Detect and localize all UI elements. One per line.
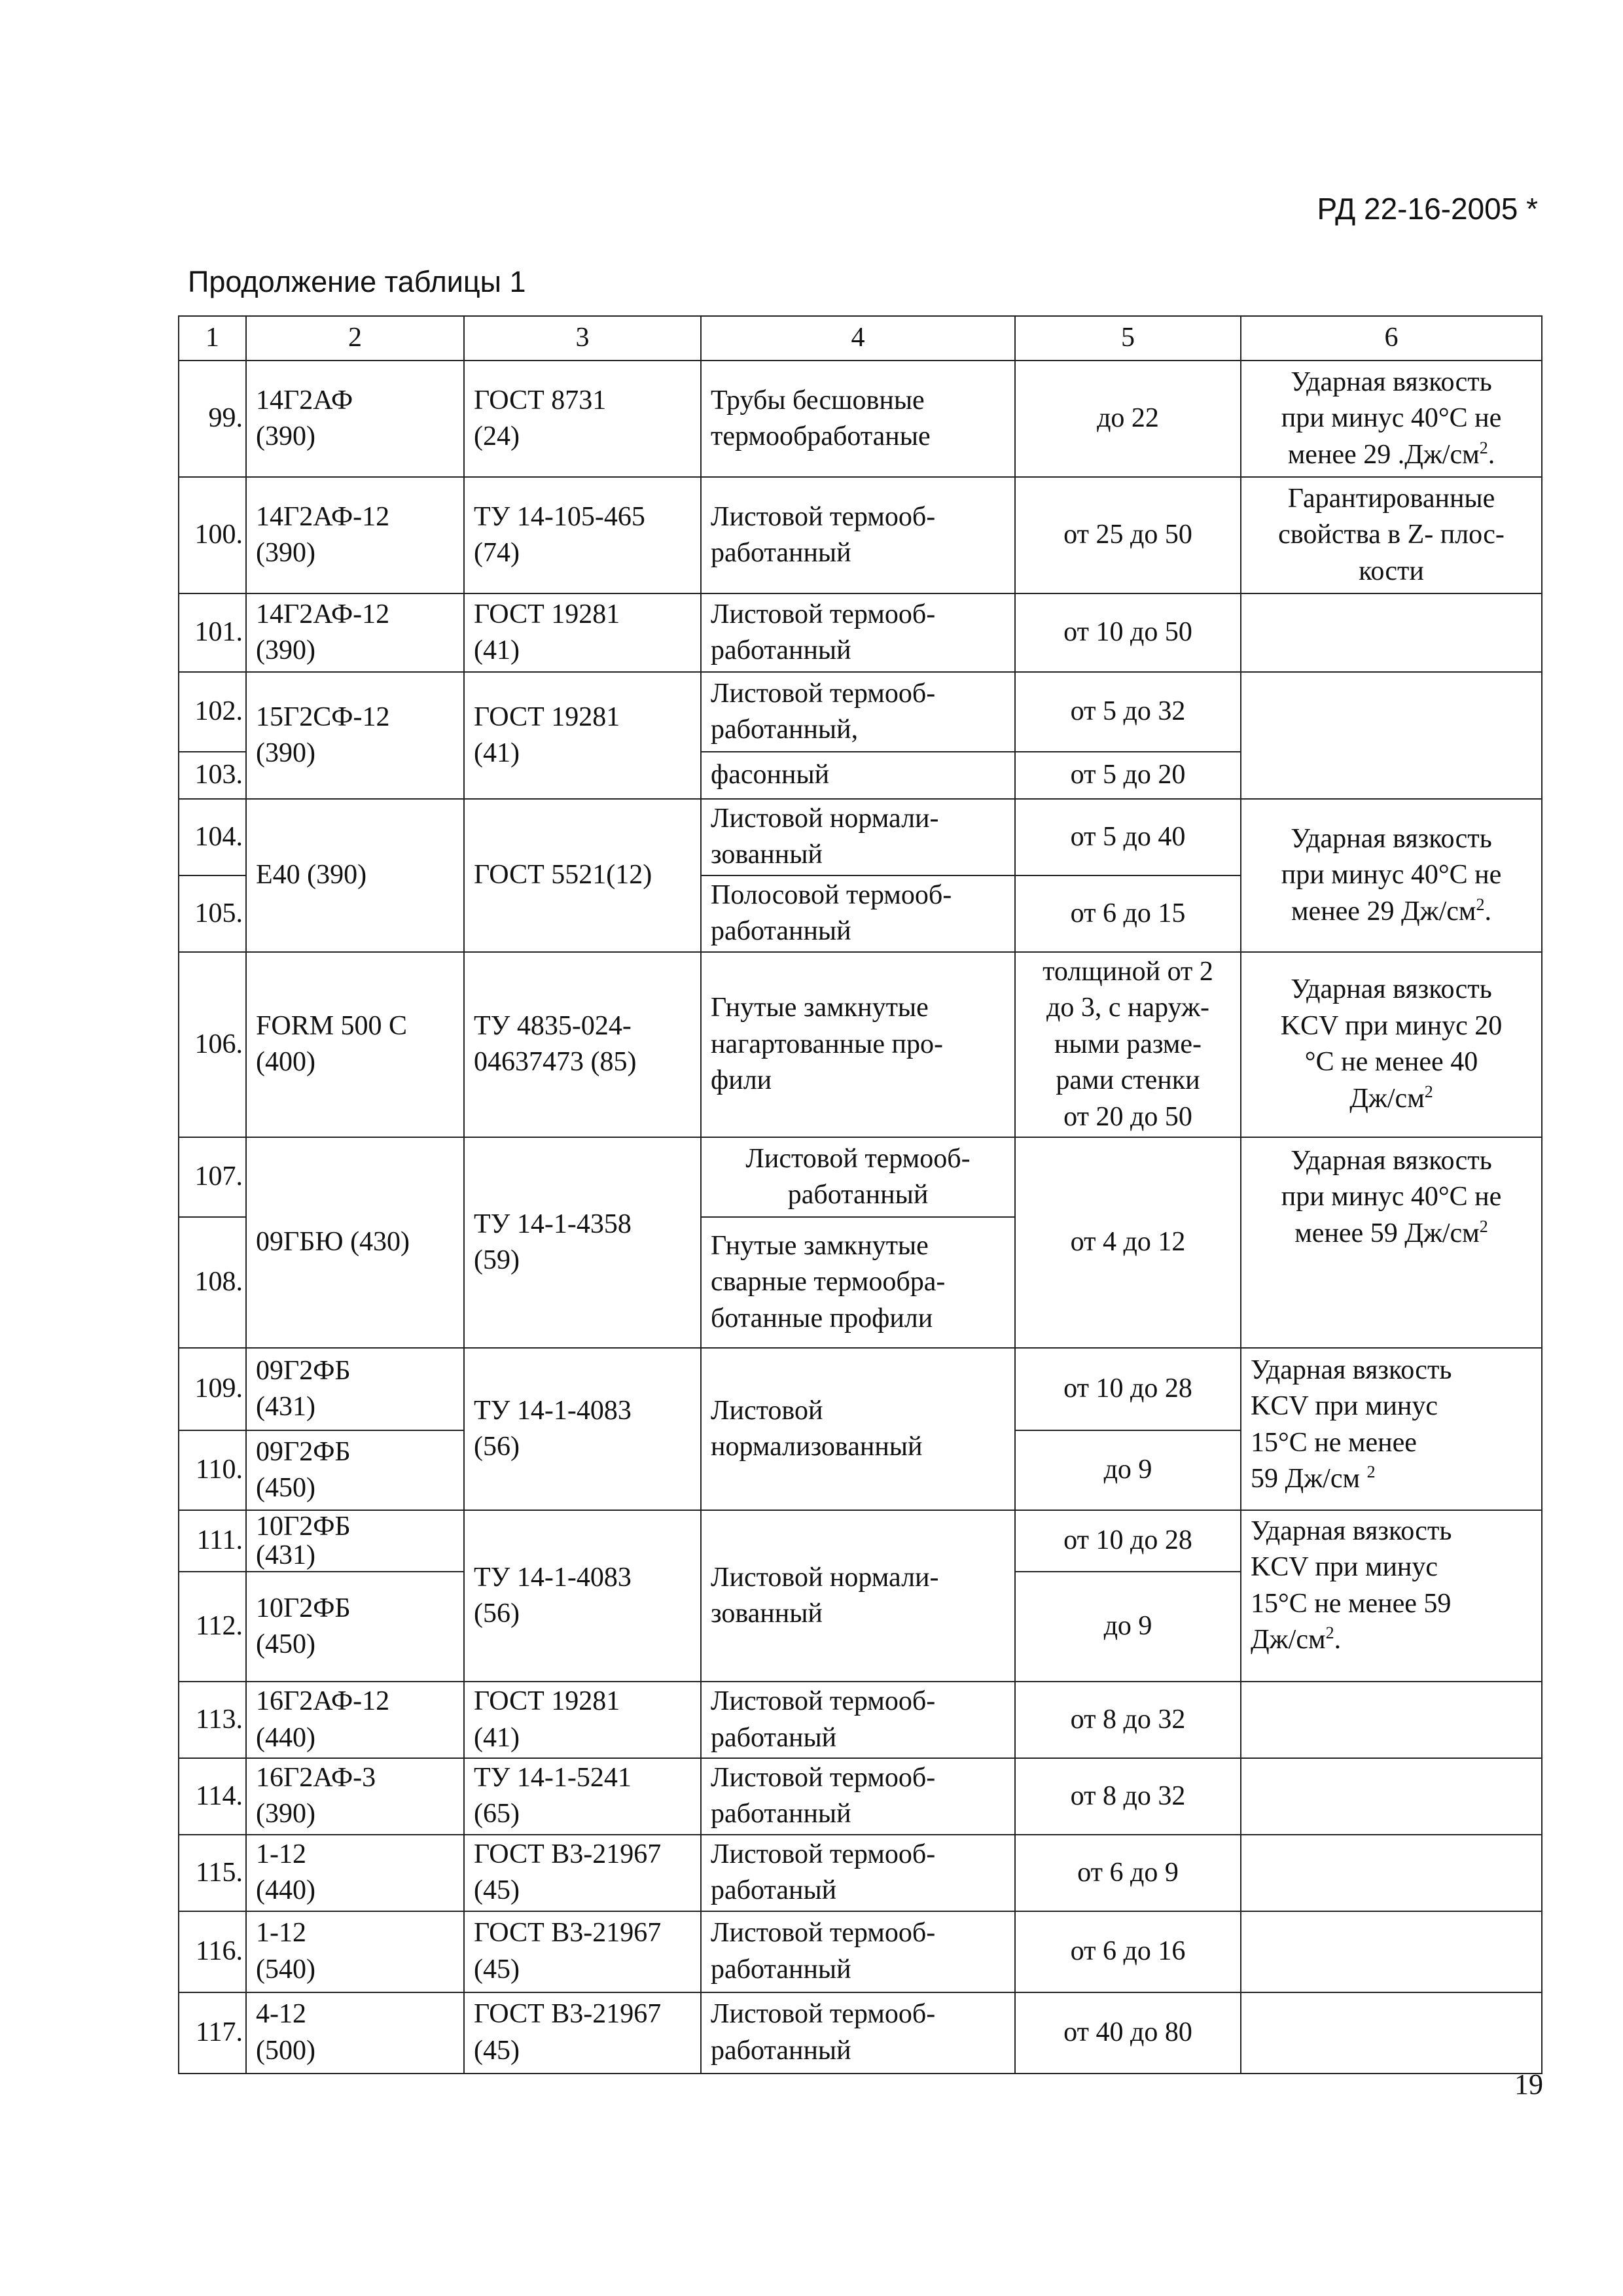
properties-cell bbox=[1241, 1835, 1542, 1911]
row-number: 110. bbox=[179, 1430, 246, 1510]
standard-cell: ГОСТ В3-21967 (45) bbox=[464, 1835, 701, 1911]
row-number: 106. bbox=[179, 952, 246, 1137]
row-number: 99. bbox=[179, 361, 246, 477]
properties-cell: Ударная вязкость при минус 40°С не менее 59 $Дж/см^2$ bbox=[1241, 1137, 1542, 1348]
column-header-6: 6 bbox=[1241, 316, 1542, 361]
thickness-cell: от 40 до 80 bbox=[1015, 1992, 1241, 2074]
thickness-cell: от 5 до 40 bbox=[1015, 799, 1241, 875]
steel-grade-cell: 16Г2АФ-3 (390) bbox=[246, 1758, 464, 1835]
product-type-cell: Листовой термооб- работанный bbox=[701, 1911, 1015, 1992]
steel-grade-cell: 14Г2АФ-12 (390) bbox=[246, 477, 464, 593]
column-header-5: 5 bbox=[1015, 316, 1241, 361]
row-number: 116. bbox=[179, 1911, 246, 1992]
row-number: 100. bbox=[179, 477, 246, 593]
table-header-row bbox=[179, 316, 1542, 361]
properties-cell: Ударная вязкость при минус 40°С не менее 29 $Дж/см^2$. bbox=[1241, 799, 1542, 952]
thickness-cell: от 5 до 20 bbox=[1015, 752, 1241, 799]
thickness-cell: до 9 bbox=[1015, 1430, 1241, 1510]
properties-cell: Ударная вязкость KCV при минус 15°С не менее 59 $Дж/см^2$. bbox=[1241, 1510, 1542, 1682]
row-number: 115. bbox=[179, 1835, 246, 1911]
table-row bbox=[179, 1992, 1542, 2074]
product-type-cell: Листовой термооб- работанный bbox=[701, 593, 1015, 672]
thickness-cell: толщиной от 2 до 3, с наруж- ными разме- рами стенки от 20 до 50 bbox=[1015, 952, 1241, 1137]
document-code: РД 22-16-2005 * bbox=[1317, 192, 1538, 226]
properties-cell bbox=[1241, 593, 1542, 672]
steel-grade-cell: 14Г2АФ-12 (390) bbox=[246, 593, 464, 672]
thickness-cell: от 25 до 50 bbox=[1015, 477, 1241, 593]
product-type-cell: Листовой термооб- работанный bbox=[701, 1137, 1015, 1217]
thickness-cell: от 4 до 12 bbox=[1015, 1137, 1241, 1348]
column-header-4: 4 bbox=[701, 316, 1015, 361]
standard-cell: ТУ 14-1-4358 (59) bbox=[464, 1137, 701, 1348]
column-header-2: 2 bbox=[246, 316, 464, 361]
table-row bbox=[179, 1758, 1542, 1835]
properties-cell bbox=[1241, 1992, 1542, 2074]
row-number: 109. bbox=[179, 1348, 246, 1430]
product-type-cell: Листовой термооб- работанный, bbox=[701, 672, 1015, 752]
thickness-cell: от 5 до 32 bbox=[1015, 672, 1241, 752]
product-type-cell: Листовой термооб- работаный bbox=[701, 1835, 1015, 1911]
steel-grade-cell: 10Г2ФБ (450) bbox=[246, 1572, 464, 1682]
product-type-cell: фасонный bbox=[701, 752, 1015, 799]
standard-cell: ТУ 14-105-465 (74) bbox=[464, 477, 701, 593]
row-number: 108. bbox=[179, 1217, 246, 1348]
row-number: 103. bbox=[179, 752, 246, 799]
thickness-cell: от 6 до 16 bbox=[1015, 1911, 1241, 1992]
product-type-cell: Листовой термооб- работанный bbox=[701, 477, 1015, 593]
row-number: 104. bbox=[179, 799, 246, 875]
thickness-cell: от 6 до 9 bbox=[1015, 1835, 1241, 1911]
standard-cell: ГОСТ 19281 (41) bbox=[464, 672, 701, 799]
table-row bbox=[179, 1835, 1542, 1911]
column-header-3: 3 bbox=[464, 316, 701, 361]
thickness-cell: от 6 до 15 bbox=[1015, 875, 1241, 952]
product-type-cell: Листовой нормали- зованный bbox=[701, 1510, 1015, 1682]
row-number: 101. bbox=[179, 593, 246, 672]
steel-grade-cell: 4-12 (500) bbox=[246, 1992, 464, 2074]
standard-cell: ТУ 14-1-4083 (56) bbox=[464, 1348, 701, 1510]
properties-cell bbox=[1241, 1682, 1542, 1758]
steel-grade-cell: 15Г2СФ-12 (390) bbox=[246, 672, 464, 799]
standard-cell: ГОСТ 5521(12) bbox=[464, 799, 701, 952]
product-type-cell: Гнутые замкнутые сварные термообра- ботанные профили bbox=[701, 1217, 1015, 1348]
steel-grade-cell: 09Г2ФБ (450) bbox=[246, 1430, 464, 1510]
table-row bbox=[179, 1348, 1542, 1430]
properties-cell: Ударная вязкость при минус 40°С не менее 29 $.Дж/см^2$. bbox=[1241, 361, 1542, 477]
steel-grade-cell: 14Г2АФ (390) bbox=[246, 361, 464, 477]
thickness-cell: до 9 bbox=[1015, 1572, 1241, 1682]
properties-cell: Ударная вязкость KCV при минус 20 °С не менее 40 $Дж/см^2$ bbox=[1241, 952, 1542, 1137]
thickness-cell: от 8 до 32 bbox=[1015, 1758, 1241, 1835]
row-number: 107. bbox=[179, 1137, 246, 1217]
page-number: 19 bbox=[1514, 2068, 1543, 2100]
table-row bbox=[179, 1510, 1542, 1572]
product-type-cell: Листовой термооб- работаный bbox=[701, 1682, 1015, 1758]
properties-cell: Гарантированные свойства в Z- плос- кости bbox=[1241, 477, 1542, 593]
specification-table bbox=[178, 315, 1543, 2074]
thickness-cell: от 8 до 32 bbox=[1015, 1682, 1241, 1758]
thickness-cell: от 10 до 28 bbox=[1015, 1348, 1241, 1430]
steel-grade-cell: FORM 500 C (400) bbox=[246, 952, 464, 1137]
standard-cell: ТУ 14-1-4083 (56) bbox=[464, 1510, 701, 1682]
product-type-cell: Полосовой термооб- работанный bbox=[701, 875, 1015, 952]
product-type-cell: Листовой нормали- зованный bbox=[701, 799, 1015, 875]
row-number: 114. bbox=[179, 1758, 246, 1835]
table-row bbox=[179, 1682, 1542, 1758]
table-row bbox=[179, 593, 1542, 672]
product-type-cell: Листовой термооб- работанный bbox=[701, 1758, 1015, 1835]
standard-cell: ТУ 14-1-5241 (65) bbox=[464, 1758, 701, 1835]
product-type-cell: Гнутые замкнутые нагартованные про- фили bbox=[701, 952, 1015, 1137]
standard-cell: ГОСТ 8731 (24) bbox=[464, 361, 701, 477]
row-number: 111. bbox=[179, 1510, 246, 1572]
table-row bbox=[179, 361, 1542, 477]
steel-grade-cell: 1-12 (540) bbox=[246, 1911, 464, 1992]
product-type-cell: Листовой нормализованный bbox=[701, 1348, 1015, 1510]
steel-grade-cell: 09Г2ФБ (431) bbox=[246, 1348, 464, 1430]
standard-cell: ГОСТ В3-21967 (45) bbox=[464, 1911, 701, 1992]
table-row bbox=[179, 477, 1542, 593]
column-header-1: 1 bbox=[179, 316, 246, 361]
row-number: 112. bbox=[179, 1572, 246, 1682]
thickness-cell: до 22 bbox=[1015, 361, 1241, 477]
row-number: 117. bbox=[179, 1992, 246, 2074]
standard-cell: ТУ 4835-024- 04637473 (85) bbox=[464, 952, 701, 1137]
table-row bbox=[179, 1911, 1542, 1992]
steel-grade-cell: 1-12 (440) bbox=[246, 1835, 464, 1911]
steel-grade-cell: 10Г2ФБ (431) bbox=[246, 1510, 464, 1572]
thickness-cell: от 10 до 50 bbox=[1015, 593, 1241, 672]
table-row bbox=[179, 672, 1542, 752]
table-row bbox=[179, 1137, 1542, 1217]
row-number: 102. bbox=[179, 672, 246, 752]
properties-cell bbox=[1241, 1758, 1542, 1835]
steel-grade-cell: Е40 (390) bbox=[246, 799, 464, 952]
steel-grade-cell: 09ГБЮ (430) bbox=[246, 1137, 464, 1348]
standard-cell: ГОСТ 19281 (41) bbox=[464, 1682, 701, 1758]
thickness-cell: от 10 до 28 bbox=[1015, 1510, 1241, 1572]
product-type-cell: Листовой термооб- работанный bbox=[701, 1992, 1015, 2074]
row-number: 113. bbox=[179, 1682, 246, 1758]
properties-cell bbox=[1241, 672, 1542, 799]
properties-cell bbox=[1241, 1911, 1542, 1992]
row-number: 105. bbox=[179, 875, 246, 952]
standard-cell: ГОСТ В3-21967 (45) bbox=[464, 1992, 701, 2074]
properties-cell: Ударная вязкость KCV при минус 15°С не менее 59 Дж/см $^2$ bbox=[1241, 1348, 1542, 1510]
steel-grade-cell: 16Г2АФ-12 (440) bbox=[246, 1682, 464, 1758]
table-row bbox=[179, 952, 1542, 1137]
table-row bbox=[179, 799, 1542, 875]
table-caption: Продолжение таблицы 1 bbox=[188, 265, 526, 298]
product-type-cell: Трубы бесшовные термообработаные bbox=[701, 361, 1015, 477]
standard-cell: ГОСТ 19281 (41) bbox=[464, 593, 701, 672]
